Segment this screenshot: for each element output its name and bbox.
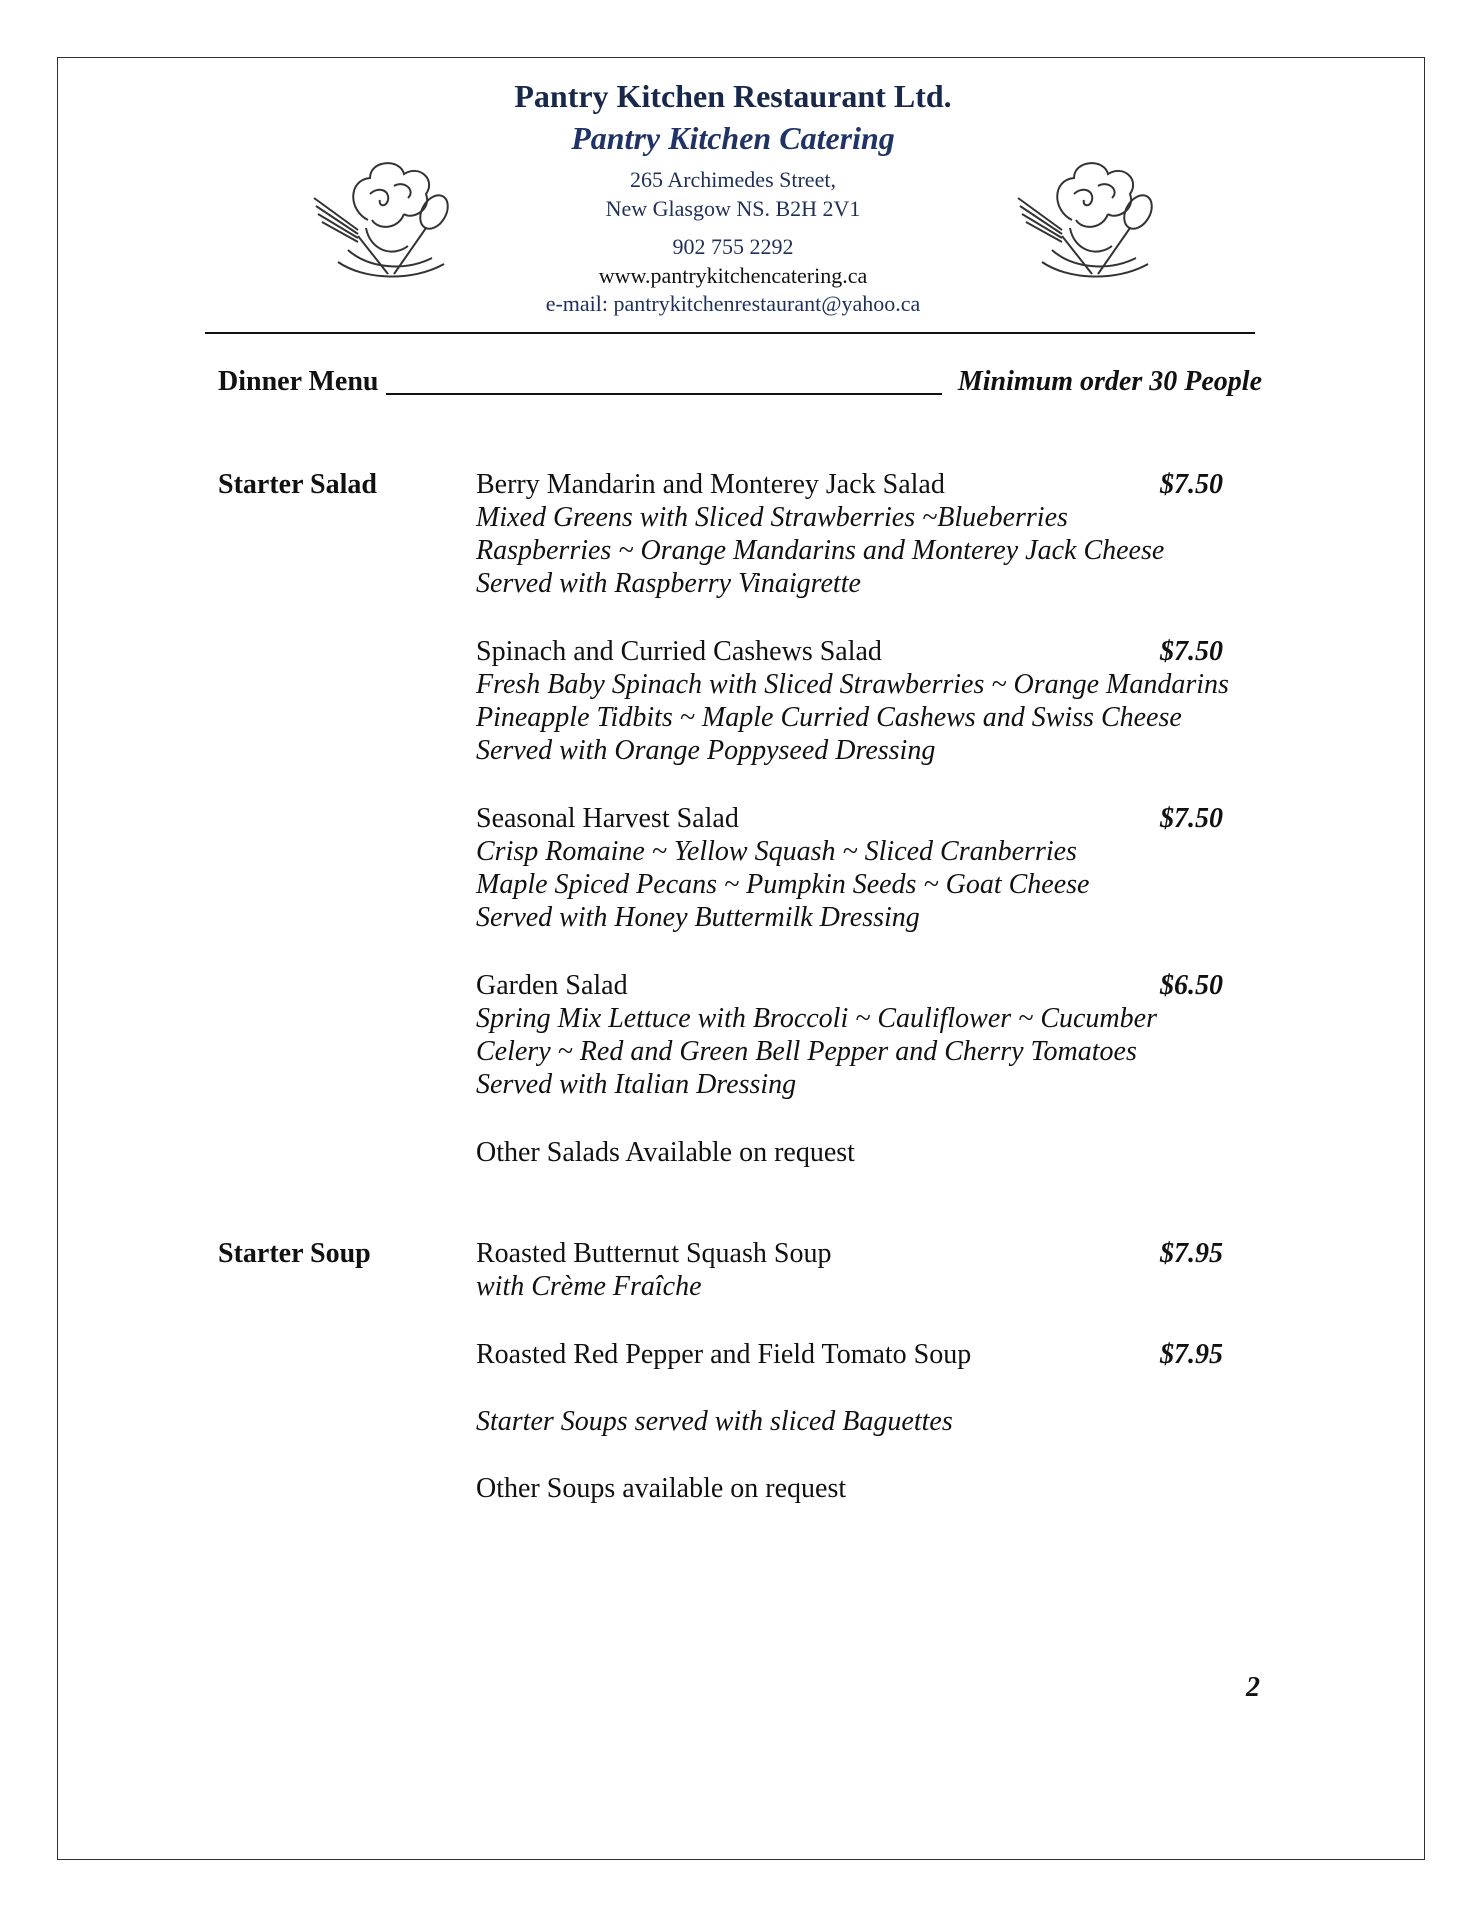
menu-item-price: $6.50 [1160,970,1223,1001]
menu-item-price: $7.95 [1160,1238,1223,1269]
menu-item-desc: Served with Honey Buttermilk Dressing [476,902,920,933]
menu-item-desc: Pineapple Tidbits ~ Maple Curried Cashews and Swiss Cheese [476,702,1182,733]
menu-item-desc: with Crème Fraîche [476,1271,702,1302]
menu-heading-fill [386,393,942,395]
menu-item-desc: Celery ~ Red and Green Bell Pepper and Cherry Tomatoes [476,1036,1137,1067]
menu-item-name: Garden Salad [476,970,628,1001]
menu-item-name: Seasonal Harvest Salad [476,803,739,834]
company-subtitle: Pantry Kitchen Catering [571,120,895,156]
header-divider [205,332,1255,334]
menu-item-desc: Served with Italian Dressing [476,1069,797,1100]
address-line-1: 265 Archimedes Street, [630,167,836,192]
section-label-soup: Starter Soup [218,1238,371,1269]
minimum-order: Minimum order 30 People [957,366,1262,397]
address-line-2: New Glasgow NS. B2H 2V1 [605,196,861,221]
menu-item-desc: Served with Raspberry Vinaigrette [476,568,861,599]
menu-item-desc: Spring Mix Lettuce with Broccoli ~ Cauliflower ~ Cucumber [476,1003,1157,1034]
menu-item-name: Roasted Butternut Squash Soup [476,1238,832,1269]
page-border [57,57,1425,1860]
page-number: 2 [1246,1672,1260,1703]
other-salads-note: Other Salads Available on request [476,1137,855,1168]
menu-item-price: $7.50 [1160,636,1223,667]
menu-item-name: Berry Mandarin and Monterey Jack Salad [476,469,945,500]
menu-item-desc: Served with Orange Poppyseed Dressing [476,735,936,766]
phone: 902 755 2292 [672,234,794,259]
company-name: Pantry Kitchen Restaurant Ltd. [514,78,952,114]
soup-note: Starter Soups served with sliced Baguettes [476,1406,953,1437]
menu-item-desc: Crisp Romaine ~ Yellow Squash ~ Sliced Cranberries [476,836,1077,867]
menu-item-desc: Raspberries ~ Orange Mandarins and Monterey Jack Cheese [476,535,1165,566]
menu-item-name: Roasted Red Pepper and Field Tomato Soup [476,1339,972,1370]
website: www.pantrykitchencatering.ca [598,263,868,288]
menu-item-price: $7.50 [1160,469,1223,500]
section-label-salad: Starter Salad [218,469,377,500]
menu-item-price: $7.95 [1160,1339,1223,1370]
menu-title: Dinner Menu [218,366,379,397]
menu-item-desc: Fresh Baby Spinach with Sliced Strawberries ~ Orange Mandarins [476,669,1229,700]
other-soups-note: Other Soups available on request [476,1473,847,1504]
menu-item-name: Spinach and Curried Cashews Salad [476,636,882,667]
menu-item-desc: Mixed Greens with Sliced Strawberries ~Blueberries [476,502,1068,533]
menu-item-desc: Maple Spiced Pecans ~ Pumpkin Seeds ~ Goat Cheese [476,869,1090,900]
menu-item-price: $7.50 [1160,803,1223,834]
email: e-mail: pantrykitchenrestaurant@yahoo.ca [545,291,921,316]
